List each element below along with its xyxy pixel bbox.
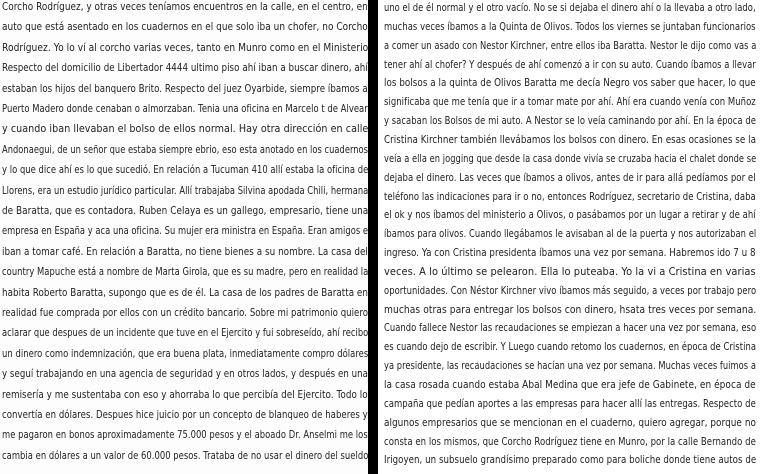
text-line: el ok y nos íbamos del ministerio a Olivos, o pasábamos por un lugar a retirar y de ahí	[384, 209, 756, 222]
text-line: ingreso. Ya con Cristina presidenta íbamos una vez por semana. Habremos ido 7 u 8	[384, 247, 756, 260]
text-line: campaña que pedían aportes a las empresas para hacer allí las entregas. Respecto de	[384, 397, 756, 410]
text-line: de Baratta, que es contadora. Ruben Celaya es un gallego, empresario, tiene una	[2, 206, 368, 217]
text-line: auto que está asentado en los cuadernos en el que solo iba un chofer, no Corcho	[2, 22, 368, 34]
text-line: country Mapuche está a nombre de Marta Girola, que es su madre, pero en realidad la	[2, 267, 368, 279]
text-line: Respecto del domicilio de Libertador 4444 ultimo piso ahí iban a buscar dinero, ahí	[2, 63, 368, 75]
text-line: cambia en dólares a un valor de 60.000 pesos. Trataba de no usar el dinero del sueldo	[2, 450, 368, 462]
text-line: Cristina Kirchner también llevábamos los bolsos con dinero. En esas ocasiones se la	[384, 133, 757, 146]
text-line: y lo que dice ahí es lo que sucedió. En relación a Tucuman 410 allí estaba la oficina de	[2, 165, 368, 177]
text-line: Rodríguez. Yo lo ví al corcho varias veces, tanto en Munro como en el Ministerio	[2, 42, 368, 54]
document-page-left	[0, 0, 368, 474]
text-line: a comer un asado con Nestor Kirchner, entre ellos iba Baratta. Nestor le dijo como vas a	[384, 39, 757, 52]
text-line: muchas veces íbamos a la Quinta de Olivos. Todos los viernes se juntaban funcionarios	[384, 20, 756, 33]
text-line: uno el de él normal y el otro vacío. No se si dejaba el dinero ahí o la llevaba a otro lado,	[384, 2, 756, 14]
text-line: y seguí trabajando en una agencia de seguridad y en otros lados, y después en una	[2, 369, 368, 381]
text-line: aclarar que despues de un incidente que tuve en el Ejercito y fui sobreseído, ahí recibo	[2, 328, 368, 340]
text-line: y sacaban los Bolsos de mi auto. A Nestor se lo veía caminando por ahí. En la época de	[384, 115, 756, 128]
text-line: remisería y me sustentaba con eso y ahorraba lo que percibía del Ejercito. Todo lo	[2, 389, 368, 401]
text-line: la casa rosada cuando estaba Abal Medina que era jefe de Gabinete, en época de	[384, 379, 756, 391]
text-line: Andonaegui, de un señor que estaba siempre ebrio, eso esta anotado en los cuadernos	[2, 144, 368, 156]
text-line: oportunidades. Con Néstor Kirchner vivo íbamos más seguido, a veces por trabajo pero	[384, 284, 757, 297]
page-gutter	[368, 0, 378, 474]
text-line: veía a ella en jogging que desde la casa donde vivía se cruzaba hacia el chalet donde se	[384, 152, 757, 165]
text-line: convertía en dólares. Despues hice juicio por un concepto de blanqueo de haberes y	[2, 410, 368, 421]
text-line: estaban los hijos del banquero Brito. Respecto del juez Oyarbide, siempre íbamos a	[2, 83, 368, 95]
text-line: los bolsos a la quinta de Olivos Baratta me decía Negro vos saber que hacer, lo que	[384, 77, 756, 90]
text-line: significaba que me tenía que ir a tomar mate por ahí. Ahí era cuando venía con Muñoz	[384, 96, 756, 109]
text-line: Llorens, era un estudio jurídico particular. Allí trabajaba Silvina apodada Chili, hermana	[2, 185, 368, 197]
text-line: me pagaron en bonos aproximadamente 75.000 pesos y el aboado Dr. Anselmi me los	[2, 430, 368, 442]
document-page-right	[378, 0, 760, 474]
text-line: y cuando iban llevaban el bolso de ellos normal. Hay otra dirección en calle	[2, 124, 368, 136]
text-line: íbamos para olivos. Cuando llegábamos le avisaban al de la puerta y nos autorizaban el	[384, 228, 757, 241]
text-line: empresa en España y aca una oficina. Su mujer era ministra en España. Eran amigos e	[2, 226, 368, 238]
text-line: veces. A lo último se pelearon. Ella lo puteaba. Yo la vi a Cristina en varias	[384, 265, 756, 278]
text-line: muchas otras para entregar los bolsos con dinero, hsata tres veces por semana.	[384, 303, 757, 316]
text-line: un dinero como indemnización, que era buena plata, inmediatamente compro dólares	[2, 348, 368, 360]
text-line: Corcho Rodríguez, y otras veces teníamos encuentros en la calle, en el centro, en	[2, 2, 368, 13]
text-line: iban a tomar café. En relación a Baratta, no tiene bienes a su nombre. La casa del	[2, 246, 368, 258]
text-line: algunos empresarios que se mencionan en el cuaderno, quiero agregar, porque no	[384, 416, 756, 429]
text-line: teléfono las indicaciones para ir o no, entonces Rodríguez, secretario de Cristina, daba	[384, 190, 756, 203]
text-line: Puerto Madero donde cenaban o almorzaban. Tenia una oficina en Marcelo t de Alvear	[2, 104, 368, 115]
text-line: es cuando dejo de escribir. Y Luego cuando retomo los cuadernos, en época de Cristina	[384, 341, 757, 354]
text-line: tener ahí al chofer? Y después de ahí comenzó a ir con su auto. Cuando íbamos a llevar	[384, 58, 756, 71]
text-line: realidad fue comprada por ellos con un crédito bancario. Sobre mi patrimonio quiero	[2, 308, 368, 319]
text-line: consta en los mismos, que Corcho Rodríguez tiene en Munro, por la calle Bernando de	[384, 435, 756, 448]
text-line: habita Roberto Baratta, supongo que es de él. La casa de los padres de Baratta en	[2, 287, 368, 299]
text-line: dejaba el dinero. Las veces que íbamos a olivos, antes de ir para allá pedíamos por el	[384, 171, 756, 184]
text-line: Irigoyen, un subsuelo grandísimo preparado como para boliche donde tiene autos de	[384, 454, 757, 467]
text-line: ya presidente, las recaudaciones se hacían una vez por semana. Muchas veces fuimos a	[384, 360, 756, 373]
text-line: Cuando fallece Nestor las recaudaciones se empiezan a hacer una vez por semana, eso	[384, 322, 757, 335]
